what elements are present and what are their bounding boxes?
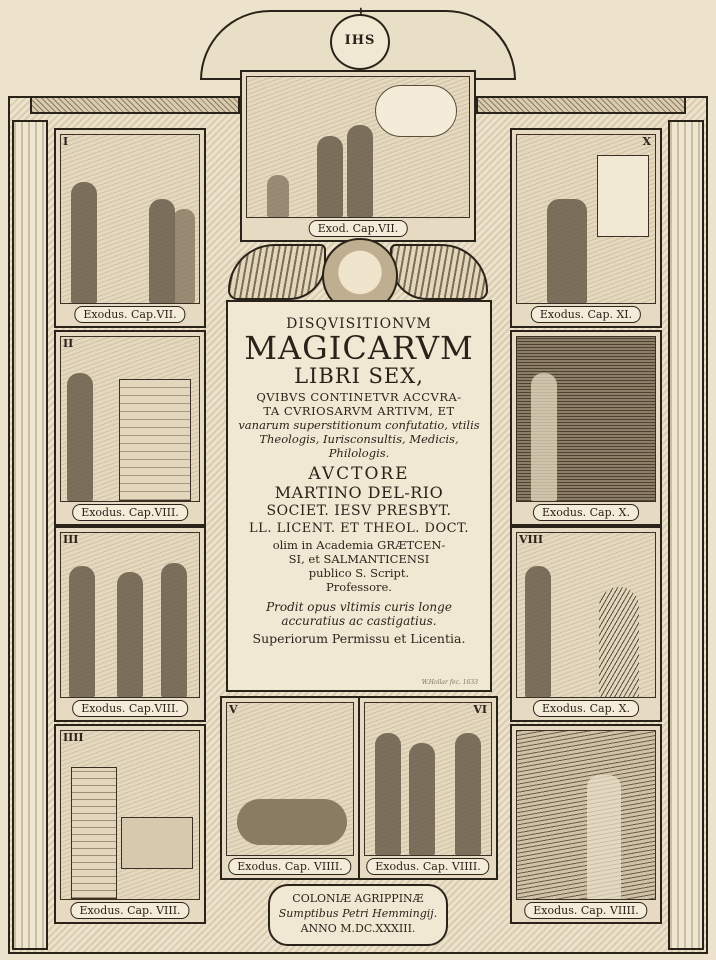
auctore-label: AVCTORE (308, 464, 410, 484)
caption-top: Exod. Cap.VII. (309, 220, 408, 237)
panel-left-2: II Exodus. Cap.VIII. (54, 330, 206, 526)
imprint-line-1: COLONIÆ AGRIPPINÆ (292, 892, 424, 905)
caption-right-2: Exodus. Cap. X. (533, 504, 639, 521)
caption-left-3: Exodus. Cap.VIII. (72, 700, 188, 717)
caption-right-1: Exodus. Cap. XI. (531, 306, 641, 323)
column-right (668, 120, 704, 950)
author-line: SOCIET. IESV PRESBYT. (266, 503, 452, 519)
window-icon (597, 155, 649, 237)
cornice-right (476, 96, 686, 114)
title-block (226, 300, 492, 692)
engraver-signature: W.Hollar fec. 1633 (421, 679, 478, 686)
caption-bottom-1: Exodus. Cap. VIIII. (228, 858, 351, 875)
caption-right-4: Exodus. Cap. VIIII. (524, 902, 647, 919)
italic-line: vanarum superstitionum confutatio, vtilis (238, 418, 480, 432)
title-line-2: MAGICARVM (244, 329, 474, 367)
author-line: LL. LICENT. ET THEOL. DOCT. (249, 521, 469, 536)
column-left (12, 120, 48, 950)
panel-left-3: III Exodus. Cap.VIII. (54, 526, 206, 722)
cloud-icon (375, 85, 457, 137)
caption-right-3: Exodus. Cap. X. (533, 700, 639, 717)
title-line-3: LIBRI SEX, (294, 364, 424, 388)
academic-line: publico S. Script. (308, 566, 410, 580)
title-line-1: DISQVISITIONVM (286, 316, 432, 332)
panel-left-1: I Exodus. Cap.VII. (54, 128, 206, 328)
subtitle-line: QVIBVS CONTINETVR ACCVRA- (256, 390, 462, 404)
prodit-line: Prodit opus vltimis curis longe (266, 600, 452, 614)
panel-top (240, 70, 476, 242)
imprint-line-3: ANNO M.DC.XXXIII. (300, 922, 416, 935)
caption-left-4: Exodus. Cap. VIII. (70, 902, 189, 919)
tower-icon (71, 767, 117, 899)
subtitle-line: TA CVRIOSARVM ARTIVM, ET (263, 404, 455, 418)
academic-line: SI, et SALMANTICENSI (288, 552, 430, 566)
italic-line: Theologis, Iurisconsultis, Medicis, (259, 432, 459, 446)
permission-line: Superiorum Permissu et Licentia. (252, 631, 466, 646)
caption-left-2: Exodus. Cap.VIII. (72, 504, 188, 521)
panel-right-4 (510, 724, 662, 924)
academic-line: Professore. (326, 580, 392, 594)
cornice-left (30, 96, 240, 114)
caption-bottom-2: Exodus. Cap. VIIII. (366, 858, 489, 875)
italic-line: Philologis. (328, 446, 390, 460)
panel-right-1: X Exodus. Cap. XI. (510, 128, 662, 328)
caption-left-1: Exodus. Cap.VII. (74, 306, 185, 323)
panel-bottom-1: V Exodus. Cap. VIIII. (220, 696, 360, 880)
prodit-line: accuratius ac castigatius. (281, 614, 437, 628)
tree-icon (599, 587, 639, 697)
engraving-top (246, 76, 470, 218)
building-icon (119, 379, 191, 501)
panel-right-3: VIII Exodus. Cap. X. (510, 526, 662, 722)
ihs-emblem: IHS (330, 14, 390, 70)
academic-line: olim in Academia GRÆTCEN- (272, 538, 446, 552)
imprint-line-2: Sumptibus Petri Hemmingij. (278, 907, 438, 920)
panel-left-4: IIII Exodus. Cap. VIII. (54, 724, 206, 924)
panel-right-2 (510, 330, 662, 526)
imprint-cartouche (268, 884, 448, 946)
author-line: MARTINO DEL-RIO (274, 483, 444, 502)
cattle-icon (237, 799, 347, 845)
town-icon (121, 817, 193, 869)
panel-bottom-2: VI Exodus. Cap. VIIII. (358, 696, 498, 880)
